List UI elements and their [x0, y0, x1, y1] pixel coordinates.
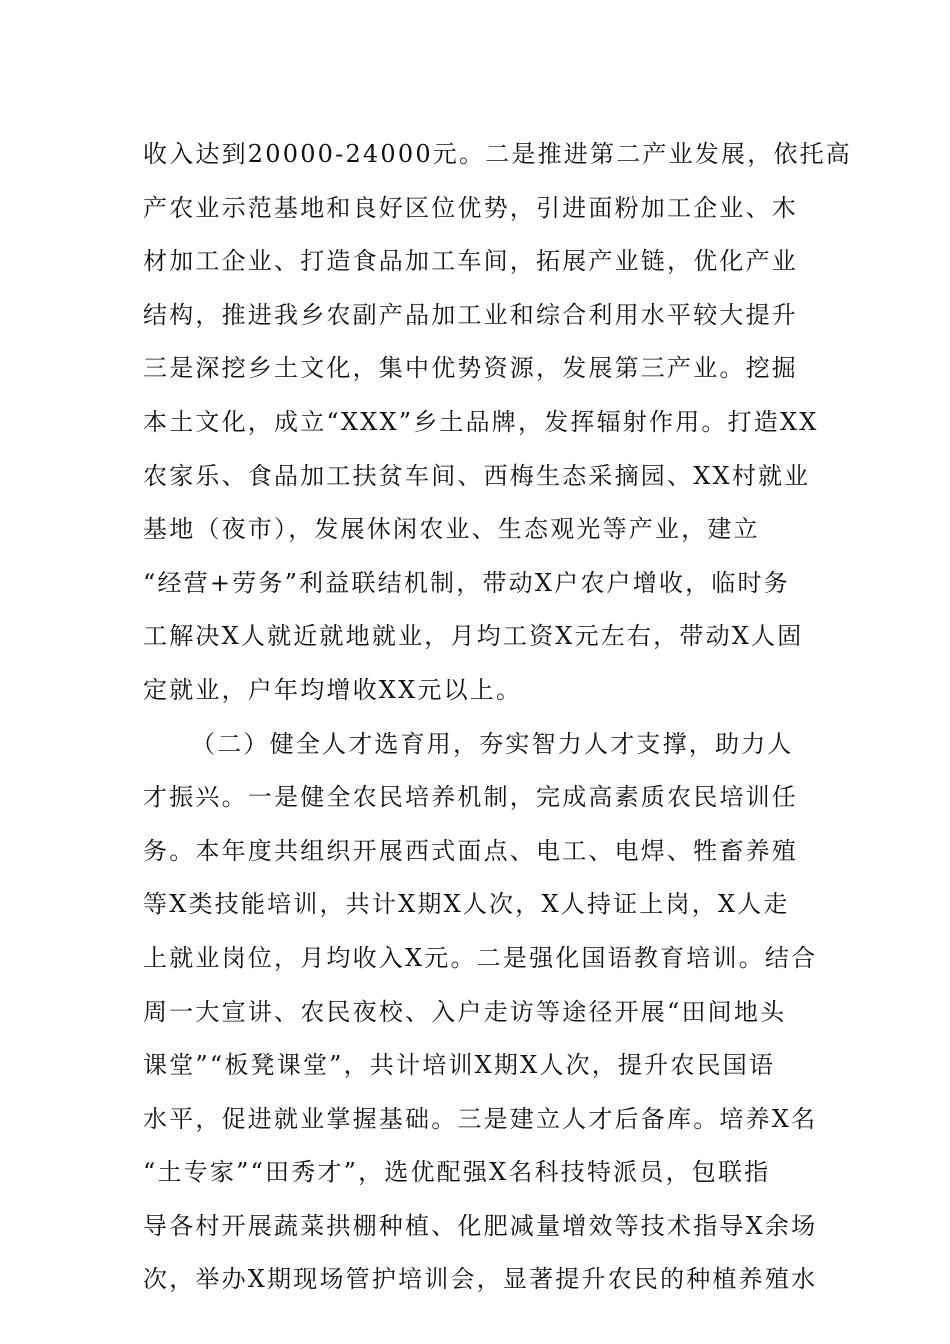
- text-line: 本土文化，成立“XXX”乡土品牌，发挥辐射作用。打造XX: [143, 407, 819, 436]
- text-line: 务。本年度共组织开展西式面点、电工、电焊、牲畜养殖: [143, 836, 798, 865]
- text-line: “经营+劳务”利益联结机制，带动X户农户增收，临时务: [143, 568, 790, 597]
- text-line: 三是深挖乡土文化，集中优势资源，发展第三产业。挖掘: [143, 354, 798, 383]
- text-line: 定就业，户年均增收XX元以上。: [143, 675, 523, 704]
- text-line: 课堂”“板凳课堂”，共计培训X期X人次，提升农民国语: [143, 1051, 776, 1080]
- text-line: 基地（夜市），发展休闲农业、生态观光等产业，建立: [143, 515, 760, 544]
- text-line: 才振兴。一是健全农民培养机制，完成高素质农民培训任: [143, 783, 798, 812]
- text-line: 收入达到20000-24000元。二是推进第二产业发展，依托高: [143, 140, 853, 168]
- text-line: 材加工企业、打造食品加工车间，拓展产业链，优化产业: [143, 247, 798, 276]
- text-line: 工解决X人就近就地就业，月均工资X元左右，带动X人固: [143, 622, 804, 651]
- text-line: 产农业示范基地和良好区位优势，引进面粉加工企业、木: [143, 193, 798, 222]
- text-line: 上就业岗位，月均收入X元。二是强化国语教育培训。结合: [143, 943, 818, 972]
- text-line: 周一大宣讲、农民夜校、入户走访等途径开展“田间地头: [143, 997, 787, 1026]
- text-line: 农家乐、食品加工扶贫车间、西梅生态采摘园、XX村就业: [143, 461, 811, 490]
- text-line: 结构，推进我乡农副产品加工业和综合利用水平较大提升: [143, 300, 798, 329]
- text-line: 等X类技能培训，共计X期X人次，X人持证上岗，X人走: [143, 890, 790, 919]
- text-line: 次，举办X期现场管护培训会，显著提升农民的种植养殖水: [143, 1265, 818, 1294]
- text-line: 导各村开展蔬菜拱棚种植、化肥减量增效等技术指导X余场: [143, 1211, 818, 1240]
- section-heading-line: （二）健全人才选育用，夯实智力人才支撑，助力人: [191, 729, 794, 758]
- body-text: [143, 128, 853, 1307]
- text-line: 水平，促进就业掌握基础。三是建立人才后备库。培养X名: [143, 1104, 818, 1133]
- text-line: “土专家”“田秀才”，选优配强X名科技特派员，包联指: [143, 1158, 771, 1187]
